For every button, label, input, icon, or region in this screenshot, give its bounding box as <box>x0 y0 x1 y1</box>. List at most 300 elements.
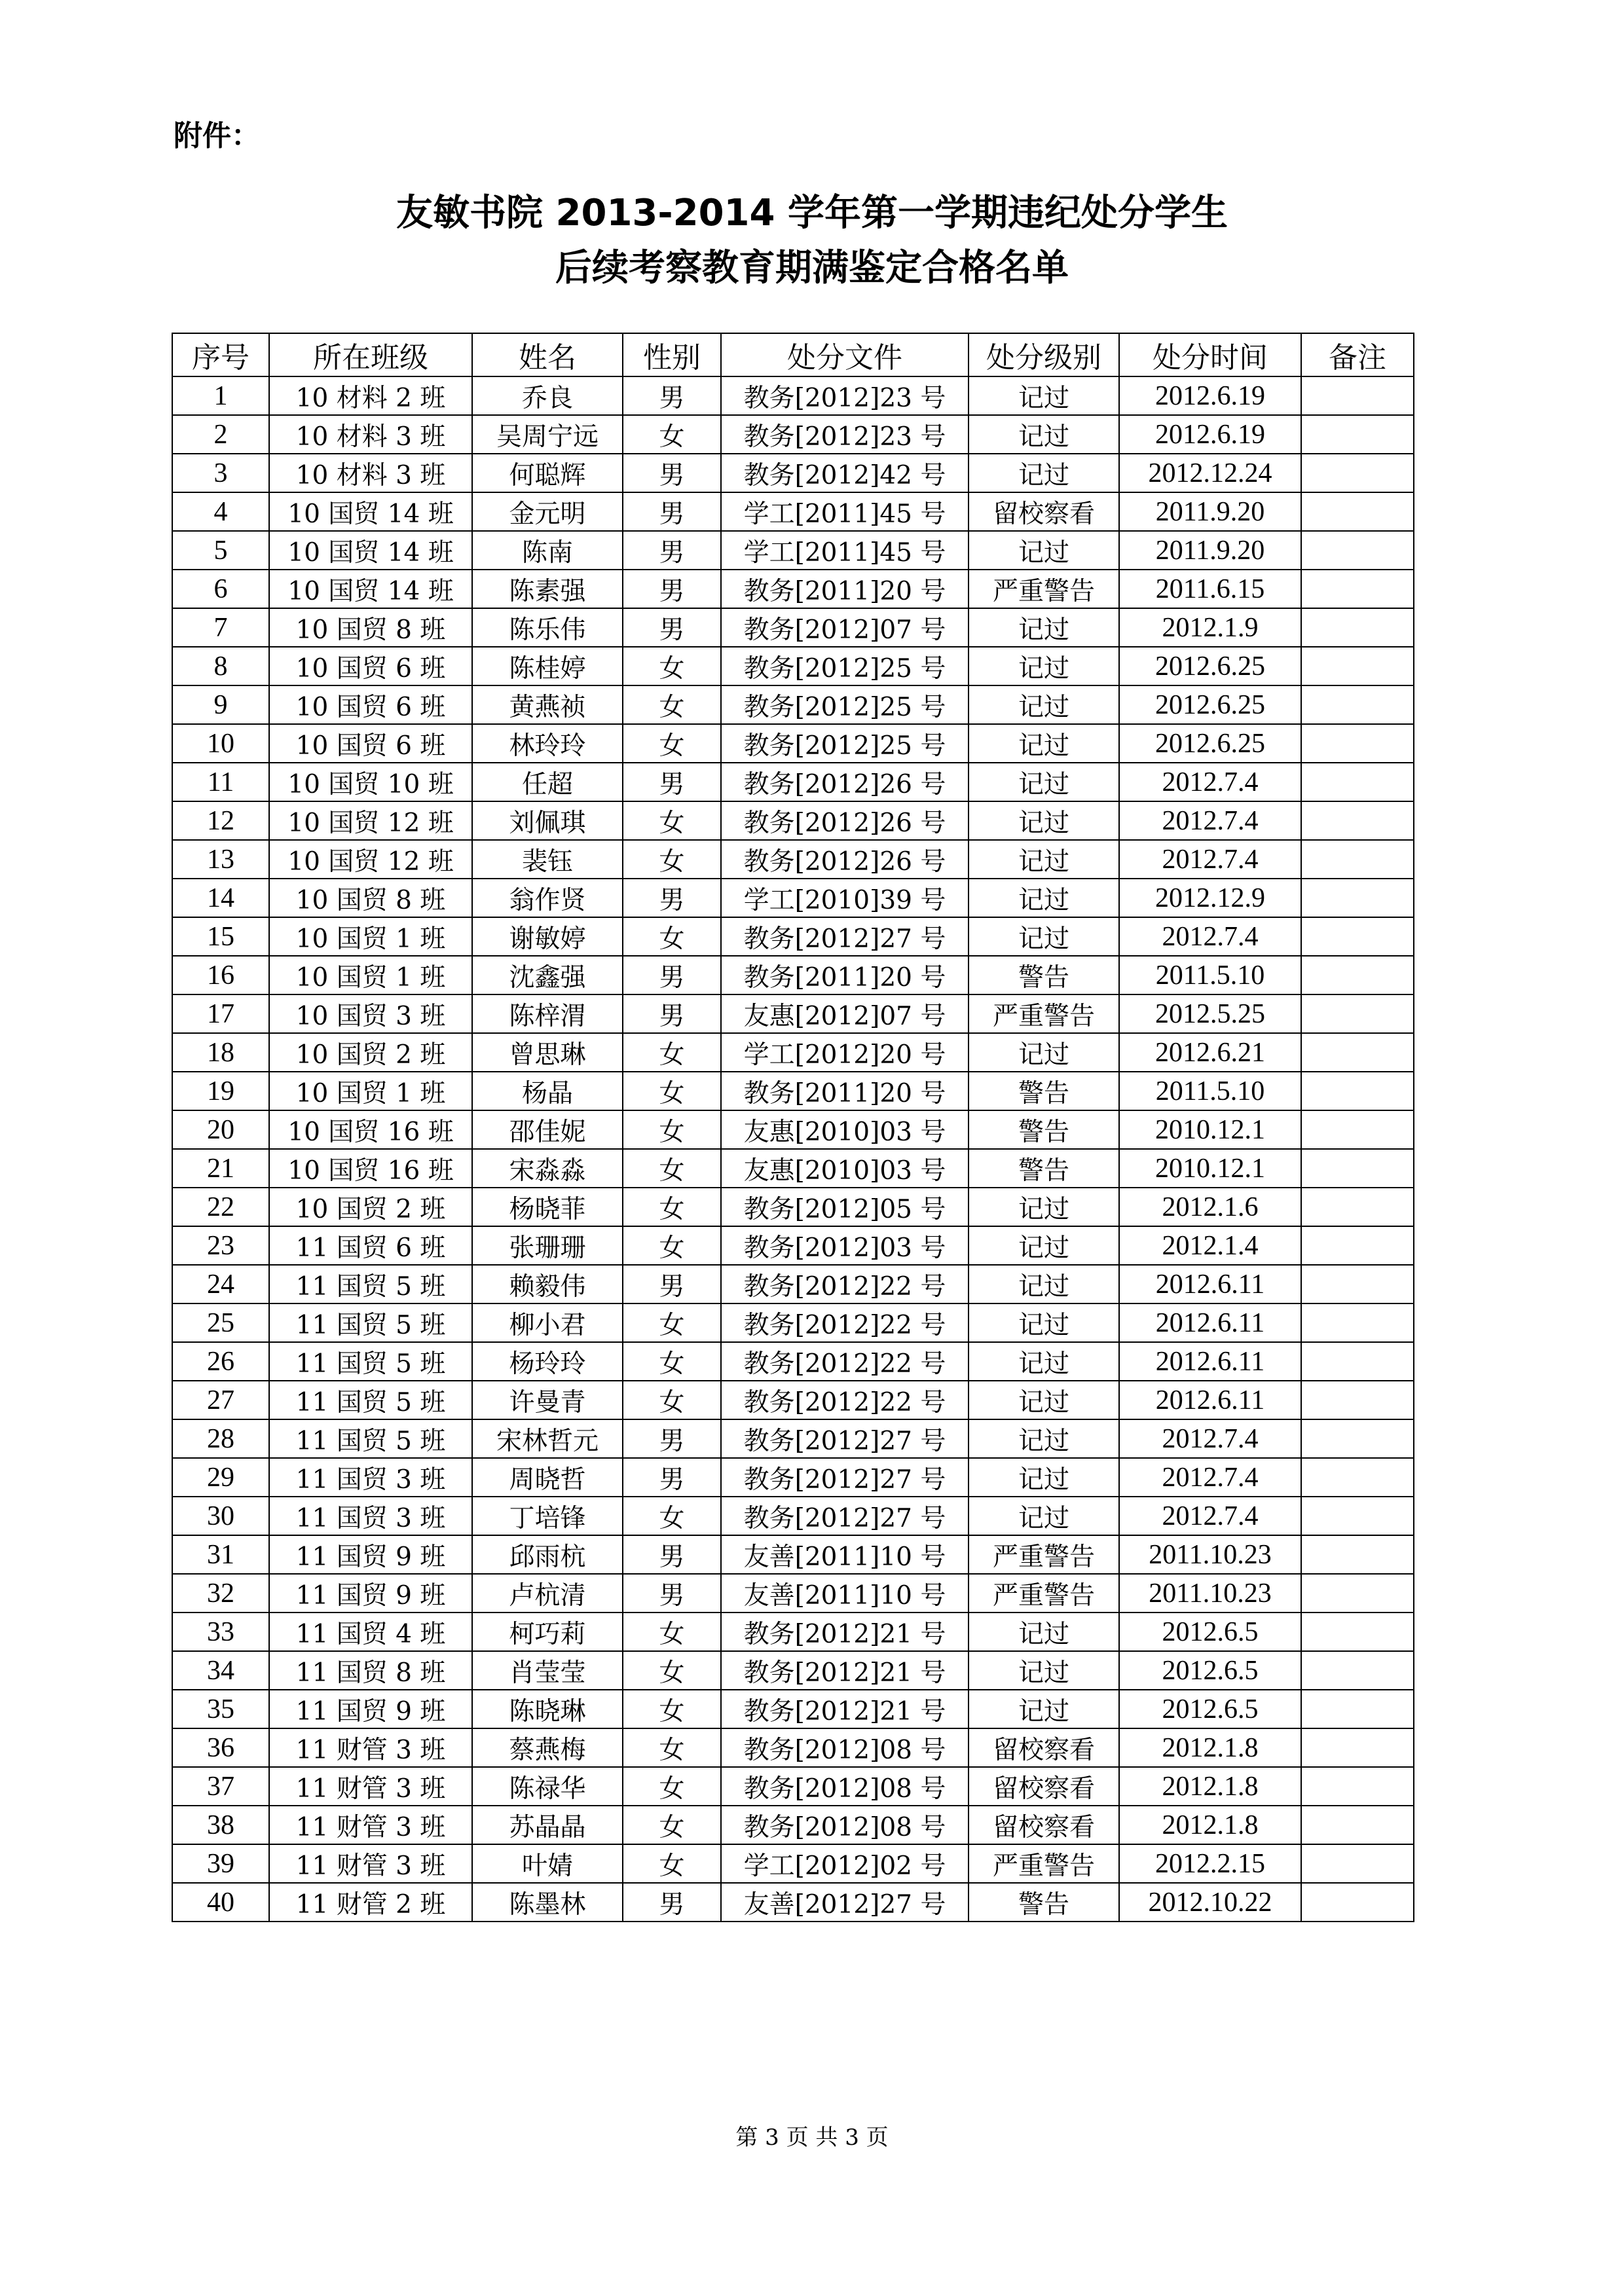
cell-name: 刘佩琪 <box>472 801 623 840</box>
cell-document: 学工[2011]45 号 <box>721 492 969 531</box>
cell-level: 警告 <box>969 1883 1119 1922</box>
table-row <box>172 1535 1414 1574</box>
cell-class: 10 国贸 16 班 <box>269 1110 472 1149</box>
cell-remarks <box>1301 492 1414 531</box>
cell-gender: 女 <box>623 1188 721 1226</box>
table-header-row <box>172 333 1414 376</box>
table-row <box>172 454 1414 492</box>
cell-class: 11 国贸 5 班 <box>269 1419 472 1458</box>
table-row <box>172 1419 1414 1458</box>
cell-class: 11 财管 3 班 <box>269 1806 472 1844</box>
table-row <box>172 1690 1414 1728</box>
cell-gender: 女 <box>623 724 721 763</box>
cell-level: 记过 <box>969 1690 1119 1728</box>
cell-class: 11 国贸 4 班 <box>269 1613 472 1651</box>
cell-index: 27 <box>172 1381 269 1419</box>
cell-index: 34 <box>172 1651 269 1690</box>
cell-document: 教务[2011]20 号 <box>721 570 969 608</box>
cell-index: 40 <box>172 1883 269 1922</box>
cell-date: 2011.9.20 <box>1119 492 1301 531</box>
cell-class: 10 国贸 12 班 <box>269 801 472 840</box>
cell-remarks <box>1301 1342 1414 1381</box>
cell-gender: 女 <box>623 1226 721 1265</box>
cell-date: 2012.6.25 <box>1119 724 1301 763</box>
cell-remarks <box>1301 1574 1414 1613</box>
cell-index: 19 <box>172 1072 269 1110</box>
cell-class: 10 国贸 1 班 <box>269 917 472 956</box>
cell-gender: 女 <box>623 1342 721 1381</box>
cell-index: 24 <box>172 1265 269 1303</box>
cell-class: 11 国贸 3 班 <box>269 1497 472 1535</box>
cell-date: 2012.1.8 <box>1119 1767 1301 1806</box>
cell-gender: 女 <box>623 801 721 840</box>
cell-gender: 男 <box>623 763 721 801</box>
cell-date: 2012.1.8 <box>1119 1728 1301 1767</box>
cell-class: 10 国贸 8 班 <box>269 608 472 647</box>
cell-remarks <box>1301 801 1414 840</box>
cell-index: 16 <box>172 956 269 994</box>
table-row <box>172 1844 1414 1883</box>
table-row <box>172 1806 1414 1844</box>
cell-level: 记过 <box>969 1226 1119 1265</box>
cell-index: 14 <box>172 879 269 917</box>
cell-document: 教务[2011]20 号 <box>721 1072 969 1110</box>
cell-index: 38 <box>172 1806 269 1844</box>
cell-class: 10 国贸 6 班 <box>269 647 472 685</box>
cell-document: 学工[2012]20 号 <box>721 1033 969 1072</box>
cell-date: 2011.6.15 <box>1119 570 1301 608</box>
cell-date: 2012.6.19 <box>1119 415 1301 454</box>
cell-class: 11 财管 3 班 <box>269 1844 472 1883</box>
cell-document: 教务[2012]25 号 <box>721 685 969 724</box>
cell-gender: 女 <box>623 685 721 724</box>
cell-remarks <box>1301 1265 1414 1303</box>
cell-gender: 女 <box>623 1381 721 1419</box>
table-row <box>172 1265 1414 1303</box>
cell-name: 张珊珊 <box>472 1226 623 1265</box>
table-row <box>172 1883 1414 1922</box>
cell-gender: 男 <box>623 570 721 608</box>
cell-name: 黄燕祯 <box>472 685 623 724</box>
table-row <box>172 879 1414 917</box>
cell-class: 10 国贸 3 班 <box>269 994 472 1033</box>
table-row <box>172 492 1414 531</box>
table-row <box>172 1767 1414 1806</box>
cell-index: 28 <box>172 1419 269 1458</box>
cell-name: 卢杭清 <box>472 1574 623 1613</box>
cell-level: 记过 <box>969 1458 1119 1497</box>
cell-level: 记过 <box>969 647 1119 685</box>
cell-index: 4 <box>172 492 269 531</box>
cell-name: 翁作贤 <box>472 879 623 917</box>
cell-class: 11 财管 3 班 <box>269 1767 472 1806</box>
cell-remarks <box>1301 724 1414 763</box>
cell-gender: 男 <box>623 1265 721 1303</box>
cell-class: 11 财管 2 班 <box>269 1883 472 1922</box>
cell-remarks <box>1301 917 1414 956</box>
cell-name: 苏晶晶 <box>472 1806 623 1844</box>
cell-class: 10 国贸 2 班 <box>269 1188 472 1226</box>
cell-gender: 女 <box>623 1767 721 1806</box>
cell-remarks <box>1301 763 1414 801</box>
cell-level: 记过 <box>969 454 1119 492</box>
cell-name: 陈乐伟 <box>472 608 623 647</box>
cell-gender: 女 <box>623 1613 721 1651</box>
cell-level: 警告 <box>969 1110 1119 1149</box>
cell-remarks <box>1301 1728 1414 1767</box>
table-row <box>172 1497 1414 1535</box>
cell-index: 23 <box>172 1226 269 1265</box>
cell-level: 记过 <box>969 685 1119 724</box>
cell-level: 记过 <box>969 1651 1119 1690</box>
cell-date: 2012.6.11 <box>1119 1303 1301 1342</box>
table-body <box>172 376 1414 1922</box>
cell-gender: 女 <box>623 1072 721 1110</box>
cell-name: 蔡燕梅 <box>472 1728 623 1767</box>
cell-document: 教务[2012]23 号 <box>721 415 969 454</box>
cell-document: 教务[2012]27 号 <box>721 1458 969 1497</box>
cell-index: 10 <box>172 724 269 763</box>
table-row <box>172 1149 1414 1188</box>
cell-name: 邱雨杭 <box>472 1535 623 1574</box>
cell-name: 叶婧 <box>472 1844 623 1883</box>
cell-gender: 男 <box>623 1419 721 1458</box>
cell-document: 学工[2011]45 号 <box>721 531 969 570</box>
cell-level: 记过 <box>969 1303 1119 1342</box>
cell-index: 22 <box>172 1188 269 1226</box>
cell-date: 2012.10.22 <box>1119 1883 1301 1922</box>
cell-index: 17 <box>172 994 269 1033</box>
cell-gender: 男 <box>623 492 721 531</box>
cell-gender: 男 <box>623 1574 721 1613</box>
cell-class: 10 材料 3 班 <box>269 415 472 454</box>
cell-document: 友惠[2010]03 号 <box>721 1110 969 1149</box>
cell-level: 记过 <box>969 917 1119 956</box>
cell-name: 任超 <box>472 763 623 801</box>
cell-date: 2012.6.5 <box>1119 1613 1301 1651</box>
cell-class: 11 国贸 9 班 <box>269 1535 472 1574</box>
cell-document: 教务[2012]27 号 <box>721 917 969 956</box>
cell-document: 教务[2012]26 号 <box>721 840 969 879</box>
cell-date: 2012.1.9 <box>1119 608 1301 647</box>
cell-gender: 女 <box>623 1110 721 1149</box>
table-row <box>172 1613 1414 1651</box>
cell-document: 教务[2012]08 号 <box>721 1767 969 1806</box>
cell-index: 21 <box>172 1149 269 1188</box>
cell-level: 严重警告 <box>969 1574 1119 1613</box>
cell-name: 沈鑫强 <box>472 956 623 994</box>
cell-date: 2012.7.4 <box>1119 1419 1301 1458</box>
table-row <box>172 531 1414 570</box>
header-name: 姓名 <box>472 333 623 376</box>
student-roster-table <box>172 333 1414 1922</box>
cell-document: 教务[2012]08 号 <box>721 1806 969 1844</box>
document-title-line-1: 友敏书院 2013-2014 学年第一学期违纪处分学生 <box>396 192 1228 234</box>
table-row <box>172 1458 1414 1497</box>
cell-level: 严重警告 <box>969 570 1119 608</box>
cell-index: 11 <box>172 763 269 801</box>
cell-class: 10 国贸 1 班 <box>269 956 472 994</box>
cell-index: 5 <box>172 531 269 570</box>
cell-name: 柯巧莉 <box>472 1613 623 1651</box>
cell-index: 39 <box>172 1844 269 1883</box>
cell-index: 20 <box>172 1110 269 1149</box>
cell-name: 林玲玲 <box>472 724 623 763</box>
cell-gender: 男 <box>623 608 721 647</box>
cell-class: 10 国贸 12 班 <box>269 840 472 879</box>
cell-remarks <box>1301 1110 1414 1149</box>
cell-date: 2011.5.10 <box>1119 956 1301 994</box>
cell-document: 教务[2012]22 号 <box>721 1342 969 1381</box>
cell-name: 杨晓菲 <box>472 1188 623 1226</box>
cell-remarks <box>1301 1613 1414 1651</box>
table-row <box>172 763 1414 801</box>
cell-name: 宋林哲元 <box>472 1419 623 1458</box>
cell-document: 教务[2012]22 号 <box>721 1265 969 1303</box>
cell-date: 2012.7.4 <box>1119 763 1301 801</box>
cell-index: 6 <box>172 570 269 608</box>
cell-remarks <box>1301 1072 1414 1110</box>
cell-level: 记过 <box>969 1497 1119 1535</box>
cell-index: 37 <box>172 1767 269 1806</box>
header-document: 处分文件 <box>721 333 969 376</box>
cell-class: 11 国贸 6 班 <box>269 1226 472 1265</box>
cell-name: 陈桂婷 <box>472 647 623 685</box>
cell-date: 2012.6.11 <box>1119 1342 1301 1381</box>
cell-remarks <box>1301 994 1414 1033</box>
table-row <box>172 1574 1414 1613</box>
cell-remarks <box>1301 415 1414 454</box>
cell-document: 友惠[2012]07 号 <box>721 994 969 1033</box>
cell-document: 友善[2011]10 号 <box>721 1535 969 1574</box>
cell-remarks <box>1301 840 1414 879</box>
cell-class: 11 国贸 5 班 <box>269 1265 472 1303</box>
cell-index: 12 <box>172 801 269 840</box>
table-row <box>172 1651 1414 1690</box>
cell-document: 教务[2012]21 号 <box>721 1651 969 1690</box>
cell-date: 2011.10.23 <box>1119 1535 1301 1574</box>
cell-level: 记过 <box>969 1265 1119 1303</box>
table-row <box>172 1728 1414 1767</box>
cell-name: 邵佳妮 <box>472 1110 623 1149</box>
cell-index: 25 <box>172 1303 269 1342</box>
cell-gender: 男 <box>623 994 721 1033</box>
cell-date: 2012.7.4 <box>1119 1458 1301 1497</box>
cell-level: 留校察看 <box>969 492 1119 531</box>
cell-date: 2012.7.4 <box>1119 840 1301 879</box>
cell-class: 11 国贸 5 班 <box>269 1381 472 1419</box>
cell-document: 教务[2011]20 号 <box>721 956 969 994</box>
cell-name: 陈禄华 <box>472 1767 623 1806</box>
cell-index: 18 <box>172 1033 269 1072</box>
header-level: 处分级别 <box>969 333 1119 376</box>
cell-date: 2010.12.1 <box>1119 1110 1301 1149</box>
cell-name: 肖莹莹 <box>472 1651 623 1690</box>
table-row <box>172 1033 1414 1072</box>
cell-gender: 女 <box>623 647 721 685</box>
cell-gender: 女 <box>623 1806 721 1844</box>
cell-date: 2011.5.10 <box>1119 1072 1301 1110</box>
header-class: 所在班级 <box>269 333 472 376</box>
cell-document: 教务[2012]25 号 <box>721 647 969 685</box>
cell-gender: 女 <box>623 1728 721 1767</box>
cell-level: 记过 <box>969 1342 1119 1381</box>
cell-document: 教务[2012]05 号 <box>721 1188 969 1226</box>
cell-name: 柳小君 <box>472 1303 623 1342</box>
cell-level: 记过 <box>969 801 1119 840</box>
table-row <box>172 1188 1414 1226</box>
cell-class: 10 国贸 14 班 <box>269 570 472 608</box>
cell-remarks <box>1301 1883 1414 1922</box>
cell-level: 记过 <box>969 724 1119 763</box>
table-row <box>172 840 1414 879</box>
cell-remarks <box>1301 1497 1414 1535</box>
cell-level: 记过 <box>969 1188 1119 1226</box>
cell-index: 35 <box>172 1690 269 1728</box>
cell-date: 2012.6.19 <box>1119 376 1301 415</box>
cell-date: 2012.5.25 <box>1119 994 1301 1033</box>
cell-remarks <box>1301 685 1414 724</box>
cell-remarks <box>1301 1303 1414 1342</box>
cell-class: 11 财管 3 班 <box>269 1728 472 1767</box>
document-title-line-2: 后续考察教育期满鉴定合格名单 <box>555 247 1069 289</box>
cell-document: 教务[2012]26 号 <box>721 801 969 840</box>
table-row <box>172 994 1414 1033</box>
cell-name: 曾思琳 <box>472 1033 623 1072</box>
cell-name: 金元明 <box>472 492 623 531</box>
cell-date: 2012.6.25 <box>1119 647 1301 685</box>
cell-class: 10 国贸 10 班 <box>269 763 472 801</box>
cell-gender: 女 <box>623 1149 721 1188</box>
cell-gender: 男 <box>623 531 721 570</box>
cell-document: 教务[2012]42 号 <box>721 454 969 492</box>
cell-level: 记过 <box>969 376 1119 415</box>
cell-remarks <box>1301 1149 1414 1188</box>
cell-date: 2010.12.1 <box>1119 1149 1301 1188</box>
cell-document: 教务[2012]22 号 <box>721 1381 969 1419</box>
cell-remarks <box>1301 647 1414 685</box>
cell-name: 陈晓琳 <box>472 1690 623 1728</box>
cell-remarks <box>1301 454 1414 492</box>
table-row <box>172 724 1414 763</box>
cell-name: 许曼青 <box>472 1381 623 1419</box>
cell-gender: 女 <box>623 1844 721 1883</box>
cell-name: 陈梓渭 <box>472 994 623 1033</box>
cell-gender: 女 <box>623 1033 721 1072</box>
attachment-label: 附件： <box>174 119 260 153</box>
cell-index: 1 <box>172 376 269 415</box>
table-row <box>172 1381 1414 1419</box>
cell-class: 10 国贸 6 班 <box>269 685 472 724</box>
cell-level: 警告 <box>969 956 1119 994</box>
cell-remarks <box>1301 531 1414 570</box>
cell-date: 2011.9.20 <box>1119 531 1301 570</box>
table-row <box>172 1110 1414 1149</box>
cell-class: 10 材料 2 班 <box>269 376 472 415</box>
cell-index: 2 <box>172 415 269 454</box>
cell-class: 11 国贸 5 班 <box>269 1303 472 1342</box>
cell-remarks <box>1301 608 1414 647</box>
cell-remarks <box>1301 1690 1414 1728</box>
cell-name: 陈墨林 <box>472 1883 623 1922</box>
cell-document: 教务[2012]21 号 <box>721 1613 969 1651</box>
cell-class: 10 国贸 16 班 <box>269 1149 472 1188</box>
cell-remarks <box>1301 956 1414 994</box>
cell-date: 2012.7.4 <box>1119 1497 1301 1535</box>
cell-index: 13 <box>172 840 269 879</box>
cell-level: 记过 <box>969 763 1119 801</box>
cell-remarks <box>1301 1651 1414 1690</box>
cell-name: 丁培锋 <box>472 1497 623 1535</box>
cell-index: 29 <box>172 1458 269 1497</box>
cell-index: 7 <box>172 608 269 647</box>
cell-date: 2012.12.9 <box>1119 879 1301 917</box>
cell-index: 8 <box>172 647 269 685</box>
cell-document: 教务[2012]03 号 <box>721 1226 969 1265</box>
cell-name: 宋淼淼 <box>472 1149 623 1188</box>
cell-date: 2012.6.25 <box>1119 685 1301 724</box>
cell-gender: 女 <box>623 1651 721 1690</box>
cell-gender: 男 <box>623 1458 721 1497</box>
table-row <box>172 1226 1414 1265</box>
cell-name: 杨晶 <box>472 1072 623 1110</box>
cell-remarks <box>1301 1767 1414 1806</box>
cell-level: 留校察看 <box>969 1728 1119 1767</box>
page-footer: 第 3 页 共 3 页 <box>735 2124 889 2151</box>
cell-remarks <box>1301 1188 1414 1226</box>
cell-date: 2012.1.8 <box>1119 1806 1301 1844</box>
cell-class: 11 国贸 9 班 <box>269 1574 472 1613</box>
cell-remarks <box>1301 1806 1414 1844</box>
cell-level: 记过 <box>969 1033 1119 1072</box>
cell-date: 2012.6.5 <box>1119 1651 1301 1690</box>
cell-document: 教务[2012]26 号 <box>721 763 969 801</box>
cell-date: 2011.10.23 <box>1119 1574 1301 1613</box>
cell-document: 教务[2012]27 号 <box>721 1419 969 1458</box>
cell-class: 10 国贸 6 班 <box>269 724 472 763</box>
cell-remarks <box>1301 1226 1414 1265</box>
cell-class: 10 国贸 2 班 <box>269 1033 472 1072</box>
cell-level: 记过 <box>969 1419 1119 1458</box>
cell-date: 2012.6.11 <box>1119 1265 1301 1303</box>
cell-level: 记过 <box>969 415 1119 454</box>
cell-index: 3 <box>172 454 269 492</box>
cell-level: 严重警告 <box>969 994 1119 1033</box>
cell-index: 33 <box>172 1613 269 1651</box>
cell-class: 11 国贸 8 班 <box>269 1651 472 1690</box>
cell-date: 2012.6.21 <box>1119 1033 1301 1072</box>
cell-document: 教务[2012]08 号 <box>721 1728 969 1767</box>
cell-date: 2012.6.5 <box>1119 1690 1301 1728</box>
cell-document: 教务[2012]25 号 <box>721 724 969 763</box>
cell-gender: 女 <box>623 1303 721 1342</box>
table-row <box>172 1303 1414 1342</box>
cell-class: 10 国贸 8 班 <box>269 879 472 917</box>
cell-index: 9 <box>172 685 269 724</box>
cell-class: 11 国贸 5 班 <box>269 1342 472 1381</box>
cell-level: 记过 <box>969 1613 1119 1651</box>
cell-name: 吴周宁远 <box>472 415 623 454</box>
table-row <box>172 801 1414 840</box>
cell-document: 教务[2012]07 号 <box>721 608 969 647</box>
cell-index: 30 <box>172 1497 269 1535</box>
cell-gender: 男 <box>623 956 721 994</box>
cell-gender: 男 <box>623 376 721 415</box>
cell-name: 裴钰 <box>472 840 623 879</box>
cell-name: 何聪辉 <box>472 454 623 492</box>
cell-gender: 男 <box>623 1883 721 1922</box>
cell-remarks <box>1301 376 1414 415</box>
